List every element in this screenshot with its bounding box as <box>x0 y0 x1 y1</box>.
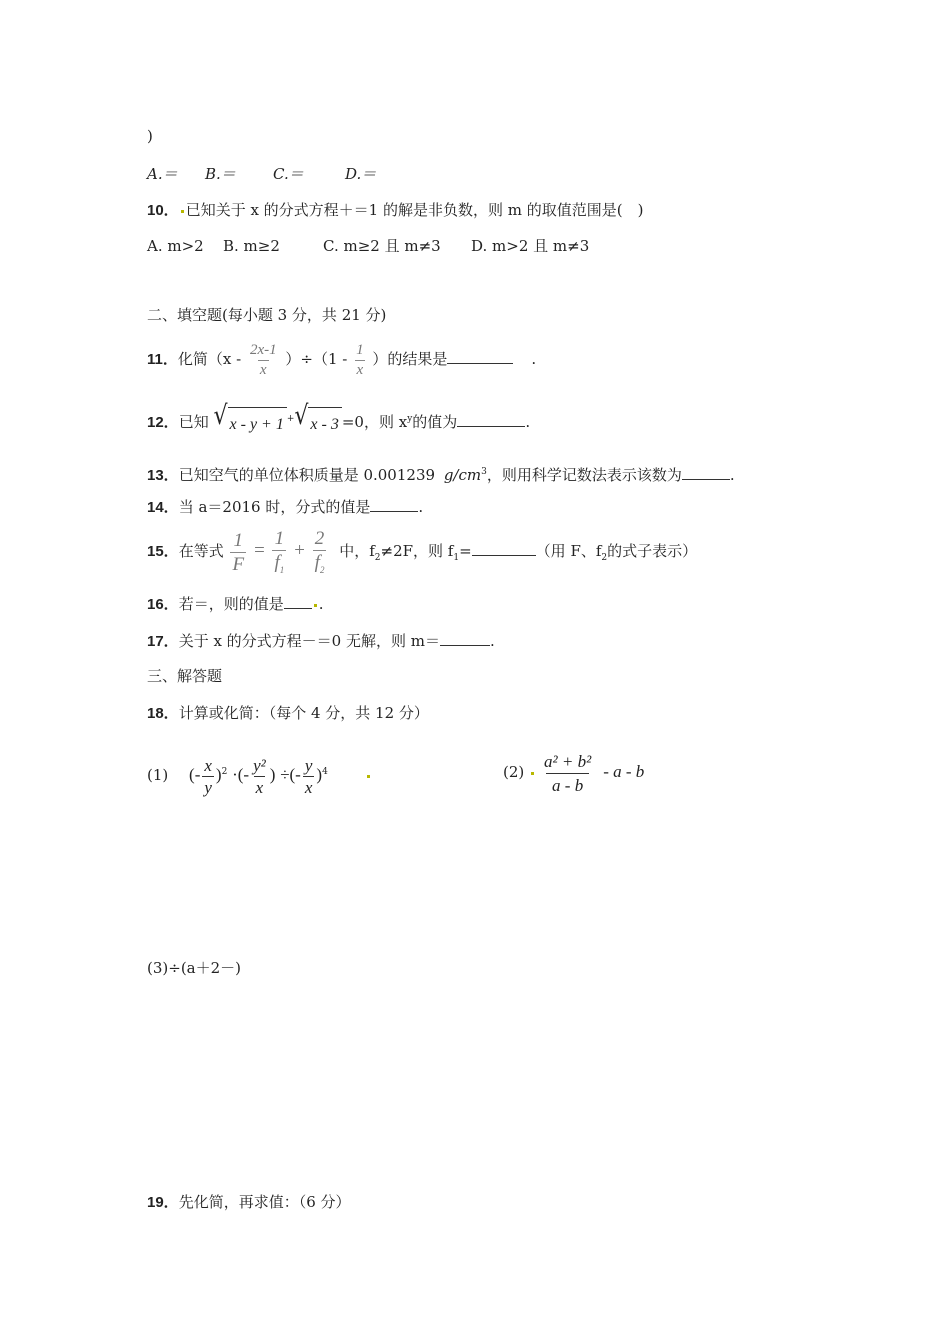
q18-part1 <box>147 748 372 799</box>
frac-den: a - b <box>546 773 589 794</box>
frac-den: x <box>259 361 267 378</box>
q11-fraction-1 <box>248 343 279 378</box>
q14-answer-blank[interactable] <box>370 497 418 512</box>
q15-mid2: ≠2F，则 f <box>380 542 454 560</box>
operator: ÷(- <box>280 765 301 784</box>
q12-tail: 的值为 <box>412 413 458 431</box>
frac-den: x <box>304 777 313 797</box>
q10-option-b[interactable]: B. m≥2 <box>223 237 280 255</box>
q18-p1-fraction-1 <box>202 757 214 796</box>
q10-option-a[interactable]: A. m>2 <box>147 237 204 255</box>
frac-num: 1 <box>356 341 364 358</box>
q12-plus: + <box>286 414 295 424</box>
q15-plus: + <box>293 540 306 561</box>
radicand: x - y + 1 <box>228 407 287 440</box>
frac-num: 2x-1 <box>249 341 277 358</box>
q15 <box>147 528 697 581</box>
q19 <box>147 1192 351 1213</box>
q11-suffix: ）的结果是 <box>372 350 448 368</box>
q15-fraction-r2 <box>313 529 327 575</box>
q9-options <box>147 164 376 184</box>
operator: ·(- <box>232 765 250 784</box>
q10-options <box>147 236 589 256</box>
q15-number: 15． <box>147 543 179 560</box>
q18-p1-fraction-2 <box>251 757 268 796</box>
exponent: 2 <box>221 767 228 777</box>
radicand: x - 3 <box>308 407 341 440</box>
exponent: 4 <box>322 767 328 777</box>
q11-number: 11． <box>147 351 178 368</box>
q10-option-d[interactable]: D. m>2 且 m≠3 <box>471 237 590 255</box>
q15-answer-blank[interactable] <box>472 541 536 556</box>
frac-den: F <box>232 553 245 575</box>
frac-num: 2 <box>314 528 325 550</box>
paren: ) <box>316 765 323 784</box>
q15-prefix: 在等式 <box>178 542 224 560</box>
q11-end: . <box>531 350 537 368</box>
q13-number: 13． <box>147 467 179 484</box>
q9-option-a[interactable]: A.＝ <box>147 165 178 183</box>
q15-sub: 2 <box>374 553 381 563</box>
q17 <box>147 631 495 652</box>
q12-number: 12． <box>147 414 179 431</box>
paren: ) <box>269 765 276 784</box>
q11-prefix: 化简（x - <box>177 350 242 368</box>
q12-radical-1: √ x - y + 1 <box>213 407 286 440</box>
frac-den: x <box>255 777 264 797</box>
q15-sub: 1 <box>453 553 460 563</box>
q12 <box>147 400 531 440</box>
q10-option-c[interactable]: C. m≥2 且 m≠3 <box>323 237 441 255</box>
q18-part1-label: (1) <box>147 766 169 784</box>
q19-number: 19． <box>147 1194 179 1211</box>
q16-end: . <box>318 595 324 613</box>
q12-suffix: =0，则 x <box>341 413 408 431</box>
q12-answer-blank[interactable] <box>457 412 525 427</box>
q12-exponent: y <box>407 414 413 424</box>
q15-sub: 2 <box>601 553 608 563</box>
marker-dot <box>531 772 534 775</box>
frac-num: y <box>304 755 313 775</box>
q13-tail: ，则用科学记数法表示该数为 <box>486 466 682 484</box>
q15-tail: （用 F、f <box>535 542 602 560</box>
q11-mid: ）÷（1 - <box>285 350 348 368</box>
q17-number: 17． <box>147 633 179 650</box>
q15-mid: 中，f <box>339 542 375 560</box>
q18-part3: (3)÷(a＋2－) <box>147 959 242 977</box>
q10-stem <box>147 200 643 221</box>
marker-dot <box>181 210 184 213</box>
q13 <box>147 462 735 486</box>
q14-number: 14． <box>147 499 179 516</box>
q18-text: 计算或化简：（每个 4 分，共 12 分） <box>178 704 429 722</box>
q12-radical-2: √ x - 3 <box>294 407 341 440</box>
q18-p2-fraction <box>538 753 597 794</box>
paren: (- <box>189 765 201 784</box>
q14 <box>147 497 423 518</box>
q9-option-c[interactable]: C.＝ <box>273 165 304 183</box>
q15-eq2: = <box>459 542 472 560</box>
frac-den: x <box>356 361 364 378</box>
q11-answer-blank[interactable] <box>447 349 513 364</box>
marker-dot <box>367 775 370 778</box>
q16 <box>147 594 323 615</box>
q15-equals: = <box>252 540 266 561</box>
q14-text: 当 a＝2016 时，分式的值是 <box>178 498 371 516</box>
q13-unit-exponent: 3 <box>481 467 487 477</box>
q9-paren: ) <box>147 127 153 145</box>
q17-text: 关于 x 的分式方程－＝0 无解，则 m＝ <box>178 632 440 650</box>
q18-p1-fraction-3 <box>303 757 315 796</box>
q12-end: . <box>525 413 531 431</box>
frac-num: a² + b² <box>544 751 592 771</box>
frac-den: $f_1$ <box>274 552 285 575</box>
q16-text: 若＝，则的值是 <box>178 595 284 613</box>
marker-dot <box>314 604 317 607</box>
section3-title: 三、解答题 <box>147 667 223 685</box>
q15-fraction-lhs <box>230 531 246 574</box>
q13-end: . <box>729 466 735 484</box>
q18-number: 18． <box>147 705 179 722</box>
q19-text: 先化简，再求值：（6 分） <box>178 1193 351 1211</box>
paren: ) <box>215 765 222 784</box>
frac-num: 1 <box>274 528 285 550</box>
q17-answer-blank[interactable] <box>440 631 490 646</box>
frac-den: $f_2$ <box>314 552 325 575</box>
q9-option-d[interactable]: D.＝ <box>345 165 377 183</box>
q13-text: 已知空气的单位体积质量是 0.001239 <box>178 466 436 484</box>
q18-p2-rest: - a - b <box>603 762 645 781</box>
q15-fraction-r1 <box>272 529 286 575</box>
q16-answer-blank[interactable] <box>284 594 312 609</box>
q18-part2 <box>503 748 644 796</box>
q18-part2-label: (2) <box>503 763 525 781</box>
q17-end: . <box>490 632 495 650</box>
q10-number: 10． <box>147 202 179 219</box>
section2-title: 二、填空题(每小题 3 分，共 21 分) <box>147 306 387 324</box>
frac-num: x <box>204 755 212 775</box>
q12-prefix: 已知 <box>178 413 209 431</box>
q11-fraction-2 <box>354 343 366 378</box>
q13-answer-blank[interactable] <box>682 465 730 480</box>
q13-unit: g/cm <box>443 466 482 484</box>
frac-num: 1 <box>233 529 244 551</box>
q9-option-b[interactable]: B.＝ <box>205 165 236 183</box>
frac-num: y² <box>253 755 266 775</box>
q18-stem <box>147 703 429 724</box>
q11 <box>147 342 536 378</box>
q16-number: 16． <box>147 596 179 613</box>
q14-end: . <box>418 498 424 516</box>
q15-tail2: 的式子表示） <box>607 542 698 560</box>
q10-text: 已知关于 x 的分式方程＋＝1 的解是非负数，则 m 的取值范围是( ) <box>185 201 644 219</box>
frac-den: y <box>204 777 212 797</box>
